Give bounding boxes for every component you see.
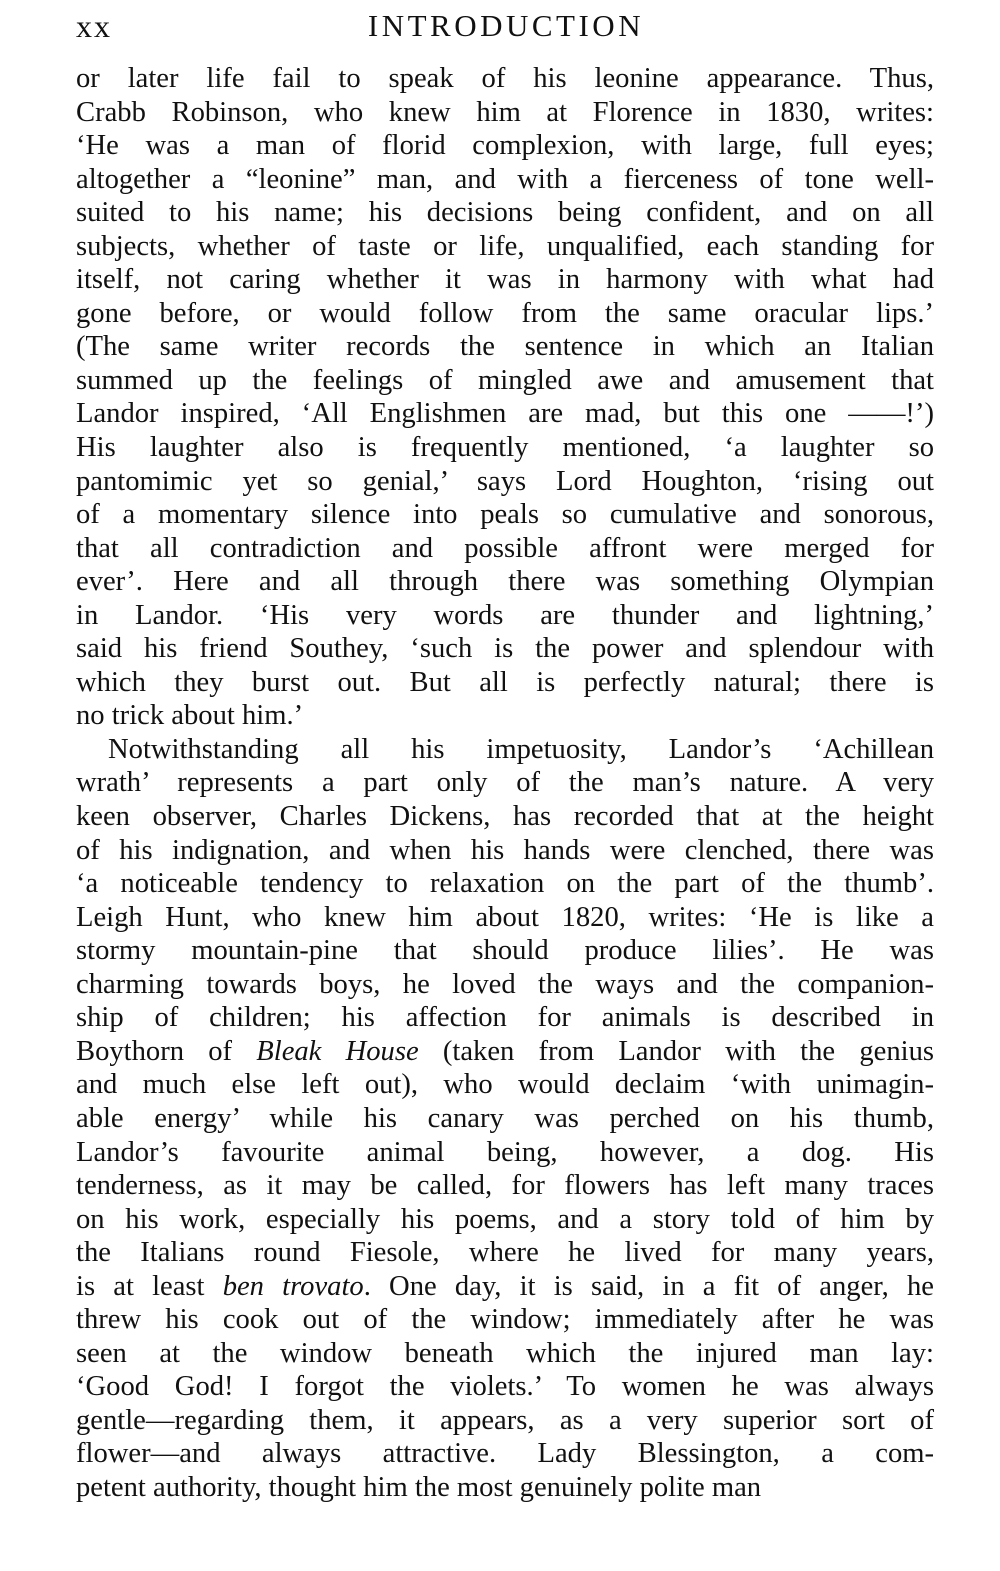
text-line: charming towards boys, he loved the ways and the companion- <box>76 968 934 1000</box>
text-line: petent authority, thought him the most genuinely polite man <box>76 1471 762 1503</box>
text-line: Landor’s favourite animal being, however, a dog. His <box>76 1136 934 1168</box>
text-line: seen at the window beneath which the injured man lay: <box>76 1337 934 1369</box>
text-line: is at least ben trovato. One day, it is said, in a fit of anger, he <box>76 1270 934 1302</box>
text-line: keen observer, Charles Dickens, has recorded that at the height <box>76 801 934 833</box>
text-line: the Italians round Fiesole, where he lived for many years, <box>76 1237 934 1269</box>
text-line: suited to his name; his decisions being confident, and on all <box>76 197 934 229</box>
text-line: Notwithstanding all his impetuosity, Landor’s ‘Achillean <box>108 733 934 765</box>
text-line: summed up the feelings of mingled awe and amusement that <box>76 364 934 396</box>
body-text <box>76 62 934 1505</box>
text-line: ship of children; his affection for animals is described in <box>76 1002 934 1034</box>
text-line: gentle—regarding them, it appears, as a very superior sort of <box>76 1404 934 1436</box>
text-line: on his work, especially his poems, and a story told of him by <box>76 1203 934 1235</box>
text-line: subjects, whether of taste or life, unqualified, each standing for <box>76 230 934 262</box>
text-line: (The same writer records the sentence in which an Italian <box>76 331 934 363</box>
text-line: Leigh Hunt, who knew him about 1820, writes: ‘He is like a <box>76 901 934 933</box>
paragraph <box>76 733 934 1505</box>
text-line: ever’. Here and all through there was something Olympian <box>76 566 934 598</box>
text-line: threw his cook out of the window; immediately after he was <box>76 1304 934 1336</box>
text-line: itself, not caring whether it was in harmony with what had <box>76 264 934 296</box>
page-number: xx <box>76 8 112 44</box>
text-line: of his indignation, and when his hands were clenched, there was <box>76 834 934 866</box>
text-line: wrath’ represents a part only of the man’s nature. A very <box>76 767 934 799</box>
text-line: stormy mountain-pine that should produce lilies’. He was <box>76 935 934 967</box>
text-line: able energy’ while his canary was perched on his thumb, <box>76 1102 934 1134</box>
text-line: said his friend Southey, ‘such is the power and splendour with <box>76 633 934 665</box>
text-line: no trick about him.’ <box>76 700 304 732</box>
text-line: of a momentary silence into peals so cumulative and sonorous, <box>76 499 934 531</box>
text-line: or later life fail to speak of his leonine appearance. Thus, <box>76 63 934 94</box>
paragraph <box>76 62 934 733</box>
text-line: that all contradiction and possible affront were merged for <box>76 532 934 564</box>
text-line: pantomimic yet so genial,’ says Lord Houghton, ‘rising out <box>76 465 934 497</box>
text-line: which they burst out. But all is perfectly natural; there is <box>76 666 934 698</box>
running-head: INTRODUCTION <box>367 8 645 43</box>
text-line: flower—and always attractive. Lady Blessington, a com- <box>76 1438 934 1470</box>
page-header <box>76 4 936 48</box>
text-line: Crabb Robinson, who knew him at Florence in 1830, writes: <box>76 96 934 128</box>
text-line: His laughter also is frequently mentioned, ‘a laughter so <box>76 432 934 464</box>
text-line: tenderness, as it may be called, for flowers has left many traces <box>76 1170 934 1202</box>
text-line: in Landor. ‘His very words are thunder and lightning,’ <box>76 599 934 631</box>
text-line: Landor inspired, ‘All Englishmen are mad, but this one ——!’) <box>76 398 934 430</box>
text-line: ‘He was a man of florid complexion, with large, full eyes; <box>76 130 934 162</box>
text-line: ‘a noticeable tendency to relaxation on the part of the thumb’. <box>76 868 934 900</box>
text-line: altogether a “leonine” man, and with a fierceness of tone well- <box>76 163 934 195</box>
text-line: ‘Good God! I forgot the violets.’ To women he was always <box>76 1371 934 1403</box>
text-line: Boythorn of Bleak House (taken from Landor with the genius <box>76 1035 934 1067</box>
text-line: and much else left out), who would declaim ‘with unimagin- <box>76 1069 934 1101</box>
text-line: gone before, or would follow from the same oracular lips.’ <box>76 297 934 329</box>
